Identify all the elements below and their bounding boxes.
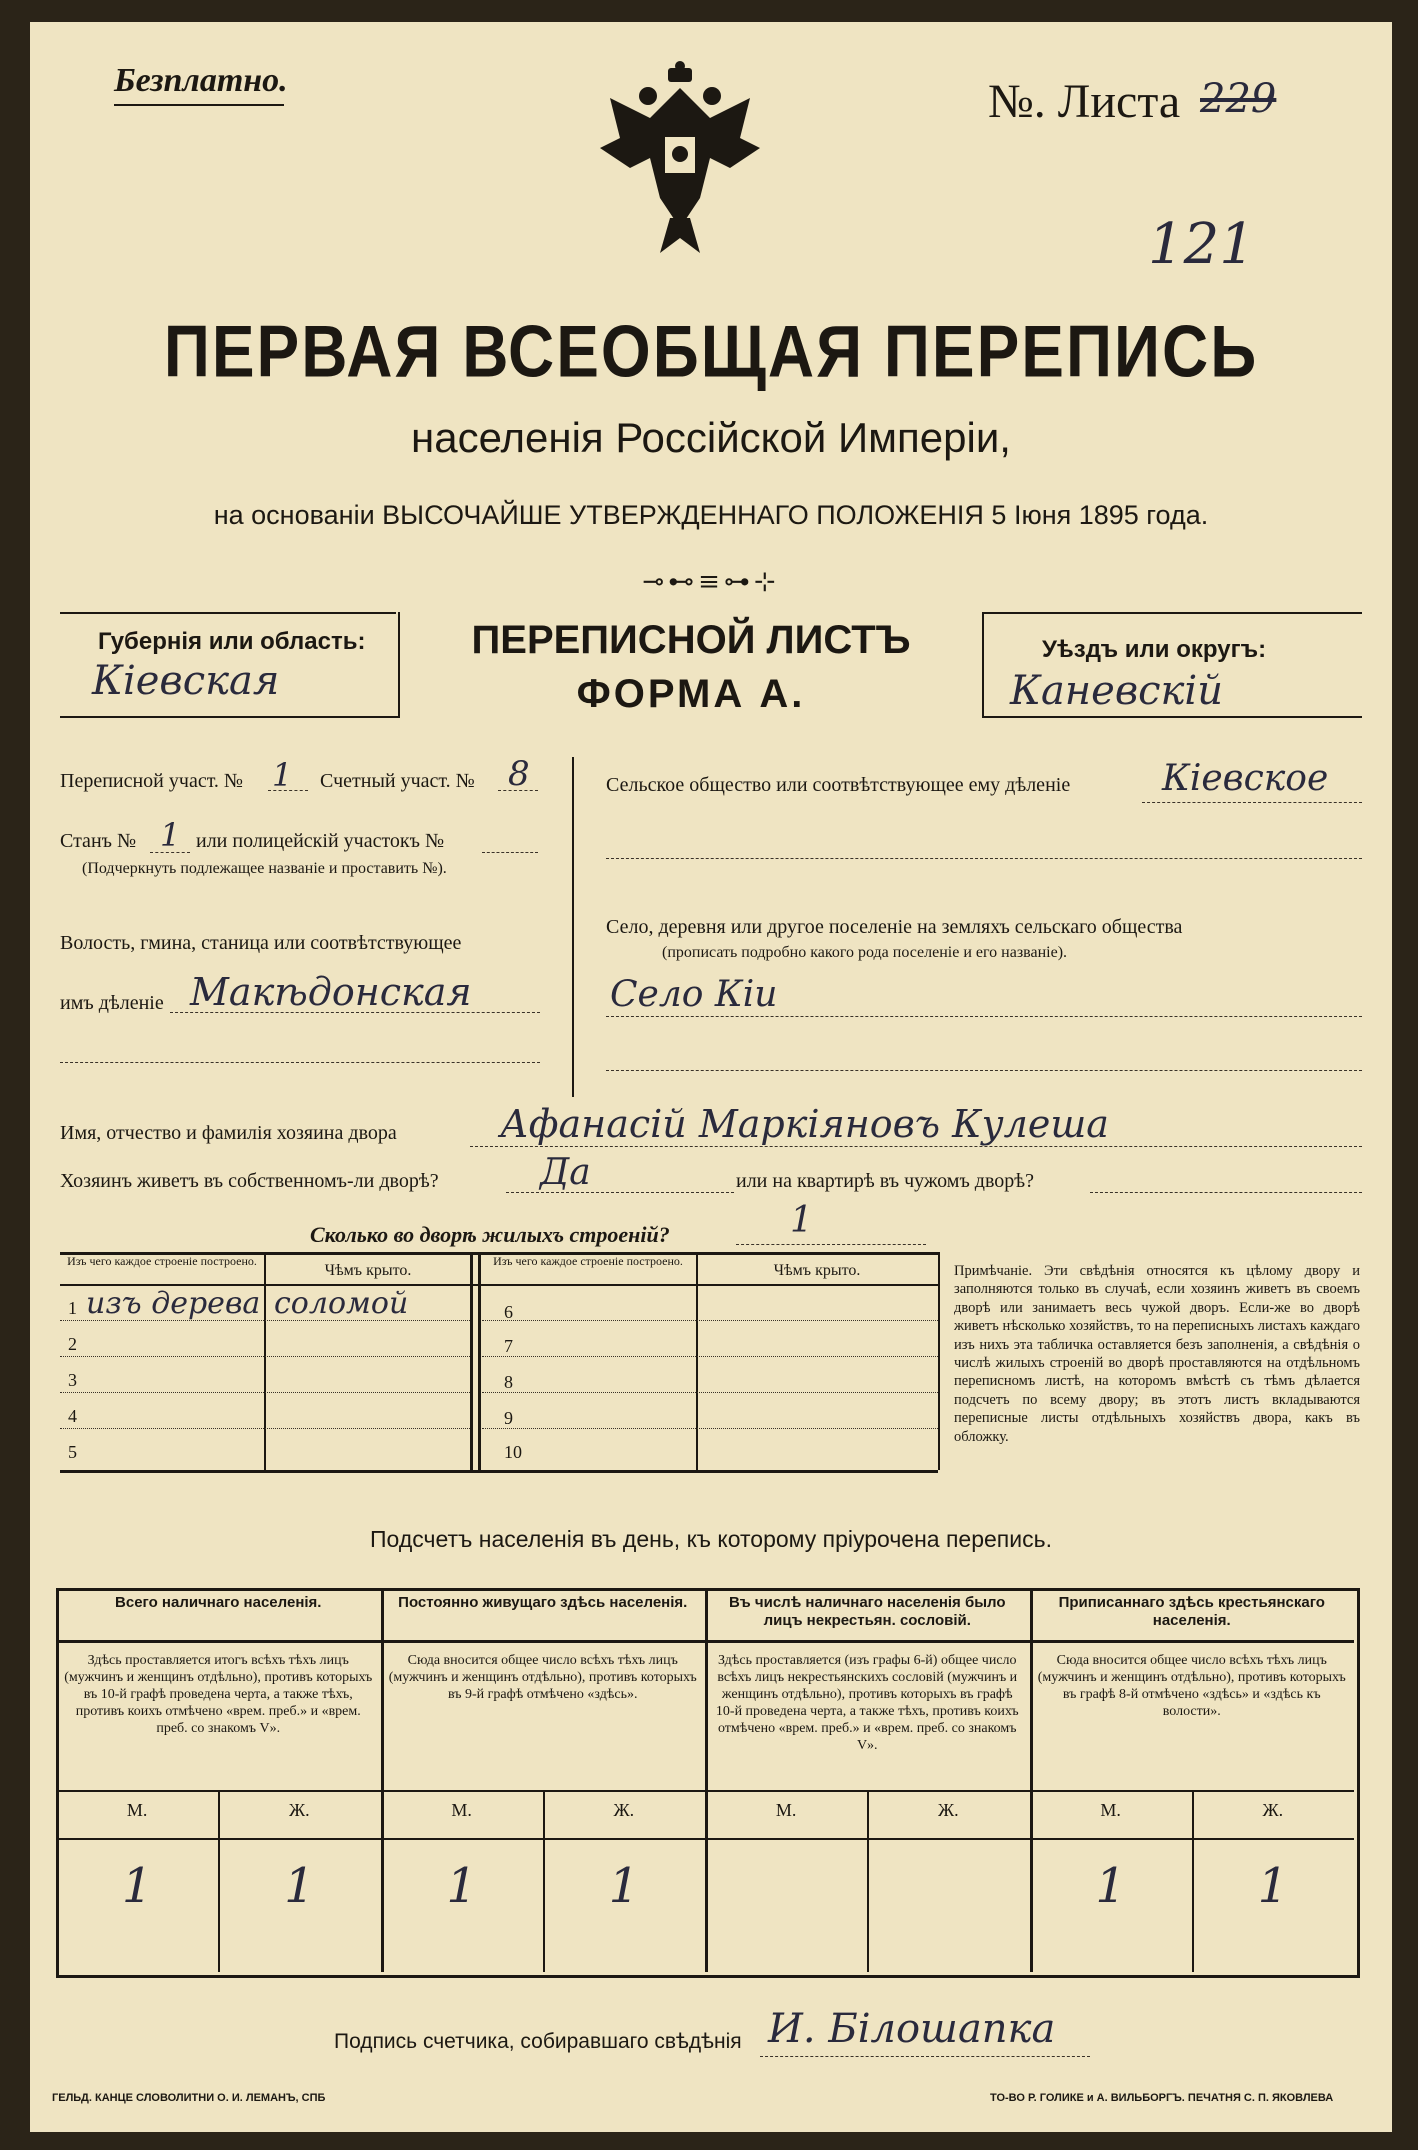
ornament-divider: ⊸⊷≡⊶⊹ (642, 567, 780, 597)
signature-label: Подпись счетчика, собиравшаго свѣдѣнія (334, 2030, 742, 2053)
house-row-number: 5 (68, 1442, 77, 1462)
houses-note: Примѣчаніе. Эти свѣдѣнія относятся къ цѣлому двору и заполняются только въ случаѣ, если хозяинъ живетъ въ своемъ дворѣ или занимаетъ весь чужой дворъ. Если-же во дворѣ живетъ нѣсколько хозяйствъ, то на переписныхъ листахъ каждаго изъ нихъ эта табличка оставляется безъ заполненія, а свѣдѣнія о числѣ жилыхъ строеній во дворѣ проставляются на отдѣльномъ переписномъ листѣ, на которомъ вмѣстѣ съ тѣмъ дѣлается подсчетъ по всему двору; въ этотъ листъ вкладываются переписные листы отдѣльныхъ хозяйствъ двора, какъ въ обложку. (954, 1263, 1360, 1445)
house-row-line (60, 1320, 470, 1321)
page-subtitle: населенія Россійской Имперіи, (411, 414, 1011, 461)
selo-label: Село, деревня или другое поселеніе на земляхъ сельскаго общества (606, 916, 1183, 938)
house-row-line (482, 1428, 938, 1429)
count-col-description: Сюда вносится общее число всѣхъ тѣхъ лицъ (мужчинъ и женщинъ отдѣльно), противъ которыхъ въ графѣ 8-й отмѣчено «здѣсь» и «здѣсь къ волости». (1037, 1653, 1346, 1719)
page-basis: на основаніи ВЫСОЧАЙШЕ УТВЕРЖДЕННАГО ПОЛОЖЕНІЯ 5 Іюня 1895 года. (213, 500, 1209, 530)
uezd-top-rule (982, 612, 1362, 614)
count-col-divider (705, 1588, 708, 1972)
field-block-divider (572, 757, 574, 1097)
owner-label: Имя, отчество и фамилія хозяина двора (60, 1122, 397, 1144)
houses-col-1 (264, 1252, 266, 1470)
count-mf-divider (543, 1790, 545, 1972)
own-yard-value: Да (540, 1152, 591, 1193)
page-title: ПЕРВАЯ ВСЕОБЩАЯ ПЕРЕПИСЬ (163, 309, 1259, 393)
selo-line-2 (606, 1070, 1362, 1071)
count-col-header: Постоянно живущаго здѣсь населенія. (398, 1594, 688, 1611)
stan-label: Станъ № (60, 830, 137, 852)
owner-line (470, 1146, 1362, 1147)
obshchestvo-value: Кіевское (1162, 758, 1329, 799)
gubernia-top-rule (60, 612, 396, 614)
count-col-divider (381, 1588, 384, 1972)
schet-label: Счетный участ. № (320, 770, 475, 792)
gubernia-divider (398, 612, 400, 718)
count-male-label: М. (126, 1800, 148, 1820)
count-male-value: 1 (1095, 1858, 1126, 1914)
volost-value: Макѣдонская (190, 970, 472, 1014)
houses-col-mid-2 (478, 1252, 481, 1470)
obshchestvo-line-2 (606, 858, 1362, 859)
rent-label: или на квартирѣ въ чужомъ дворѣ? (736, 1170, 1035, 1192)
count-col-header: Приписаннаго здѣсь крестьянскаго населенія. (1058, 1594, 1325, 1629)
house-row-line (482, 1356, 938, 1357)
form-title: ПЕРЕПИСНОЙ ЛИСТЪ (471, 618, 911, 662)
census-sheet (30, 22, 1392, 2132)
houses-col-3 (696, 1252, 698, 1470)
obshchestvo-label: Сельское общество или соотвѣтствующее ему дѣленіе (606, 774, 1071, 796)
gubernia-bottom-rule (60, 716, 400, 718)
own-yard-label: Хозяинъ живетъ въ собственномъ-ли дворѣ? (60, 1170, 439, 1192)
uezd-bottom-rule (982, 716, 1362, 718)
count-col-header: Въ числѣ наличнаго населенія было лицъ некрестьян. сословій. (728, 1594, 1006, 1629)
selo-note: (прописать подробно какого рода поселеніе и его названіе). (662, 944, 1068, 961)
sheet-number-struck: 229 (1200, 76, 1277, 122)
volost-label-2: имъ дѣленіе (60, 992, 164, 1014)
houses-material-header-2: Изъ чего каждое строеніе построено. (493, 1254, 683, 1268)
count-female-value: 1 (608, 1858, 640, 1914)
count-female-label: Ж. (1262, 1800, 1284, 1820)
free-label: Безплатно. (114, 62, 288, 99)
house-row-material: изъ дерева (86, 1286, 261, 1321)
buildings-value: 1 (790, 1200, 813, 1241)
signature-value: И. Білошапка (768, 2006, 1056, 2052)
house-row-number: 2 (68, 1334, 77, 1354)
schet-line (498, 790, 538, 791)
police-line (482, 852, 538, 853)
sheet-number-label: №. Листа (988, 75, 1181, 128)
count-col-description: Здѣсь проставляется (изъ графы 6-й) общее число всѣхъ лицъ некрестьянскихъ сословій (мужчинъ и женщинъ отдѣльно), противъ которыхъ въ графѣ 10-й проведена черта, а также тѣхъ, противъ коихъ отмѣчено «врем. преб.» и «врем. преб. со знакомъ V». (715, 1653, 1019, 1753)
houses-roof-header: Чѣмъ крыто. (324, 1262, 412, 1279)
count-mf-divider (1192, 1790, 1194, 1972)
buildings-label: Сколько во дворѣ жилыхъ строеній? (310, 1222, 670, 1247)
house-row-roof: соломой (274, 1286, 409, 1321)
count-female-label: Ж. (613, 1800, 635, 1820)
house-row-number: 1 (68, 1298, 77, 1318)
house-row-number: 10 (504, 1442, 522, 1462)
count-female-label: Ж. (289, 1800, 310, 1820)
houses-roof-header-2: Чѣмъ крыто. (773, 1262, 861, 1279)
count-mf-divider (218, 1790, 220, 1972)
form-subtitle: ФОРМА А. (576, 672, 806, 716)
own-yard-line (506, 1192, 734, 1193)
count-female-label: Ж. (938, 1800, 959, 1820)
selo-line (606, 1016, 1362, 1017)
house-row-number: 4 (68, 1406, 77, 1426)
count-col-header: Всего наличнаго населенія. (115, 1594, 322, 1611)
count-mf-divider (867, 1790, 869, 1972)
obshchestvo-line (1142, 802, 1362, 803)
houses-material-header: Изъ чего каждое строеніе построено. (67, 1254, 257, 1268)
house-row-number: 3 (68, 1370, 77, 1390)
sheet-number-handwritten: 121 (1148, 212, 1255, 277)
house-row-number: 7 (504, 1336, 513, 1356)
uezd-divider (982, 612, 984, 718)
count-male-label: М. (451, 1800, 472, 1820)
house-row-line (482, 1320, 938, 1321)
count-male-value: 1 (121, 1858, 153, 1914)
houses-col-right (938, 1252, 940, 1470)
count-col-divider (1030, 1588, 1033, 1972)
house-row-number: 9 (504, 1408, 513, 1428)
count-female-value: 1 (1257, 1858, 1289, 1914)
house-row-line (482, 1392, 938, 1393)
count-male-value: 1 (446, 1858, 477, 1914)
selo-value: Село Кіи (610, 974, 778, 1015)
buildings-line (736, 1244, 926, 1245)
rent-line (1090, 1192, 1362, 1193)
uchast-line (268, 790, 308, 791)
police-label: или полицейскій участокъ № (196, 830, 445, 852)
count-row-rule (56, 1838, 1354, 1840)
house-row-line (60, 1356, 470, 1357)
gubernia-value: Кіевская (92, 658, 280, 704)
underline-note: (Подчеркнуть подлежащее названіе и проставить №). (82, 860, 447, 877)
volost-line-2 (60, 1062, 540, 1063)
house-row-line (60, 1392, 470, 1393)
owner-value: Афанасій Маркіяновъ Кулеша (500, 1102, 1109, 1146)
imperial-eagle-emblem (590, 58, 770, 258)
count-female-value: 1 (284, 1858, 315, 1914)
gubernia-label: Губернія или область: (98, 628, 366, 655)
house-row-number: 6 (504, 1302, 513, 1322)
signature-line (760, 2056, 1090, 2057)
uezd-label: Уѣздъ или округъ: (1042, 636, 1267, 663)
count-row-rule (56, 1790, 1354, 1792)
count-table (56, 1588, 1360, 1978)
schet-value: 8 (508, 754, 530, 794)
uezd-value: Каневскій (1010, 668, 1223, 714)
free-underline (114, 104, 284, 106)
uchast-value: 1 (272, 756, 293, 794)
uchast-label: Переписной участ. № (60, 770, 244, 792)
volost-label: Волость, гмина, станица или соотвѣтствующее (60, 932, 462, 954)
houses-bottom-rule (60, 1470, 938, 1473)
houses-col-mid (470, 1252, 473, 1470)
house-row-number: 8 (504, 1372, 513, 1392)
count-row-rule (56, 1640, 1354, 1643)
stan-value: 1 (160, 816, 181, 854)
house-row-line (60, 1428, 470, 1429)
imprint-left: ГЕЛЬД. КАНЦЕ СЛОВОЛИТНИ О. И. ЛЕМАНЪ, СПБ (52, 2092, 326, 2104)
count-male-label: М. (775, 1800, 797, 1820)
volost-line (170, 1012, 540, 1013)
stan-line (150, 852, 190, 853)
count-male-label: М. (1100, 1800, 1121, 1820)
count-col-description: Здѣсь проставляется итогъ всѣхъ тѣхъ лицъ (мужчинъ и женщинъ отдѣльно), противъ которыхъ въ 10-й графѣ проведена черта, а также тѣхъ, противъ коихъ отмѣчено «врем. преб.» и «врем. преб. со знакомъ V». (64, 1653, 373, 1736)
count-title: Подсчетъ населенія въ день, къ которому пріурочена перепись. (370, 1526, 1052, 1552)
count-col-description: Сюда вносится общее число всѣхъ тѣхъ лицъ (мужчинъ и женщинъ отдѣльно), противъ которыхъ въ 9-й графѣ отмѣчено «здѣсь». (388, 1653, 697, 1702)
imprint-right: ТО-ВО Р. ГОЛИКЕ и А. ВИЛЬБОРГЪ. ПЕЧАТНЯ С. П. ЯКОВЛЕВА (990, 2092, 1334, 2104)
